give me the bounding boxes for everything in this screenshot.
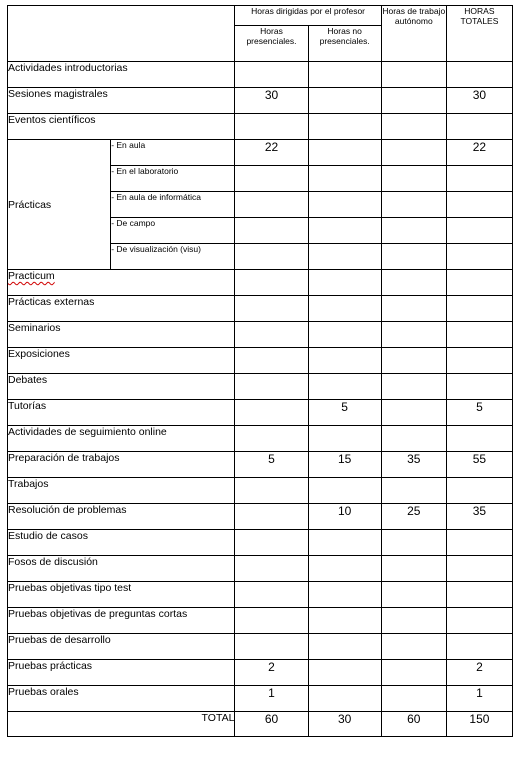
hours-total <box>446 426 512 452</box>
table-row <box>8 504 513 530</box>
hours-total <box>446 244 512 270</box>
hours-no-presenciales <box>308 660 381 686</box>
hours-total <box>446 62 512 88</box>
table-row <box>8 348 513 374</box>
hours-presenciales <box>235 400 308 426</box>
hours-no-presenciales <box>308 634 381 660</box>
hours-autonomo <box>381 218 446 244</box>
hours-total <box>446 192 512 218</box>
hours-no-presenciales <box>308 218 381 244</box>
hours-autonomo <box>381 166 446 192</box>
hours-autonomo <box>381 244 446 270</box>
hours-autonomo <box>381 140 446 166</box>
table-row <box>8 634 513 660</box>
activity-label: Estudio de casos <box>8 530 235 556</box>
header-presenciales: Horas presenciales. <box>235 26 308 62</box>
hours-autonomo <box>381 322 446 348</box>
hours-presenciales: 30 <box>235 88 308 114</box>
hours-total <box>446 322 512 348</box>
hours-no-presenciales <box>308 478 381 504</box>
hours-presenciales <box>235 426 308 452</box>
hours-total <box>446 166 512 192</box>
hours-autonomo <box>381 582 446 608</box>
hours-no-presenciales: 10 <box>308 504 381 530</box>
hours-total <box>446 218 512 244</box>
hours-presenciales <box>235 530 308 556</box>
hours-total <box>446 348 512 374</box>
hours-autonomo <box>381 634 446 660</box>
hours-autonomo <box>381 348 446 374</box>
hours-total <box>446 478 512 504</box>
activity-label: Exposiciones <box>8 348 235 374</box>
hours-presenciales <box>235 166 308 192</box>
hours-no-presenciales <box>308 686 381 712</box>
activity-label: Practicum <box>8 270 235 296</box>
activity-label: Pruebas objetivas de preguntas cortas <box>8 608 235 634</box>
hours-no-presenciales <box>308 166 381 192</box>
total-autonomo: 60 <box>381 712 446 737</box>
hours-no-presenciales <box>308 114 381 140</box>
activity-label: Tutorías <box>8 400 235 426</box>
hours-presenciales <box>235 62 308 88</box>
hours-autonomo <box>381 62 446 88</box>
hours-presenciales <box>235 348 308 374</box>
activity-label: Prácticas externas <box>8 296 235 322</box>
table-row <box>8 88 513 114</box>
activity-label: Preparación de trabajos <box>8 452 235 478</box>
table-row <box>8 478 513 504</box>
practicas-sub-label: - De visualización (visu) <box>111 244 235 270</box>
activity-label: Pruebas orales <box>8 686 235 712</box>
hours-no-presenciales <box>308 88 381 114</box>
hours-autonomo <box>381 608 446 634</box>
table-row <box>8 660 513 686</box>
hours-autonomo <box>381 296 446 322</box>
hours-autonomo <box>381 114 446 140</box>
hours-autonomo <box>381 426 446 452</box>
hours-total: 1 <box>446 686 512 712</box>
hours-total <box>446 556 512 582</box>
activity-label: Pruebas objetivas tipo test <box>8 582 235 608</box>
hours-total <box>446 270 512 296</box>
table-row <box>8 374 513 400</box>
table-row <box>8 426 513 452</box>
hours-presenciales: 1 <box>235 686 308 712</box>
table-row <box>8 62 513 88</box>
table-row <box>8 140 513 166</box>
hours-presenciales <box>235 270 308 296</box>
total-total: 150 <box>446 712 512 737</box>
header-totales: HORAS TOTALES <box>446 6 512 62</box>
hours-no-presenciales <box>308 348 381 374</box>
practicas-sub-label: - En aula <box>111 140 235 166</box>
header-autonomo: Horas de trabajo autónomo <box>381 6 446 62</box>
hours-autonomo <box>381 478 446 504</box>
hours-presenciales <box>235 218 308 244</box>
table-row <box>8 530 513 556</box>
table-row <box>8 114 513 140</box>
hours-total <box>446 582 512 608</box>
activity-label: Eventos científicos <box>8 114 235 140</box>
hours-autonomo: 35 <box>381 452 446 478</box>
activity-label: Actividades de seguimiento online <box>8 426 235 452</box>
practicas-label: Prácticas <box>8 140 111 270</box>
hours-total: 2 <box>446 660 512 686</box>
table-row <box>8 296 513 322</box>
practicas-sub-label: - En el laboratorio <box>111 166 235 192</box>
hours-no-presenciales <box>308 270 381 296</box>
total-label: TOTAL <box>8 712 235 737</box>
total-presenciales: 60 <box>235 712 308 737</box>
hours-presenciales <box>235 322 308 348</box>
hours-presenciales <box>235 192 308 218</box>
table-row <box>8 322 513 348</box>
hours-total <box>446 114 512 140</box>
table-row <box>8 582 513 608</box>
hours-no-presenciales <box>308 374 381 400</box>
activity-label: Fosos de discusión <box>8 556 235 582</box>
hours-no-presenciales <box>308 322 381 348</box>
hours-presenciales <box>235 374 308 400</box>
hours-no-presenciales <box>308 296 381 322</box>
practicas-sub-label: - En aula de informática <box>111 192 235 218</box>
hours-total: 22 <box>446 140 512 166</box>
table-row <box>8 556 513 582</box>
hours-autonomo <box>381 660 446 686</box>
hours-no-presenciales <box>308 244 381 270</box>
hours-total <box>446 374 512 400</box>
hours-presenciales <box>235 504 308 530</box>
hours-total: 35 <box>446 504 512 530</box>
table-row <box>8 400 513 426</box>
hours-presenciales <box>235 582 308 608</box>
hours-autonomo <box>381 270 446 296</box>
hours-total: 30 <box>446 88 512 114</box>
hours-autonomo <box>381 686 446 712</box>
header-corner <box>8 6 235 62</box>
hours-presenciales <box>235 556 308 582</box>
activity-label: Pruebas de desarrollo <box>8 634 235 660</box>
activity-label: Debates <box>8 374 235 400</box>
hours-total <box>446 296 512 322</box>
practicas-sub-label: - De campo <box>111 218 235 244</box>
hours-no-presenciales <box>308 192 381 218</box>
table-body <box>8 62 513 737</box>
hours-total <box>446 634 512 660</box>
hours-presenciales <box>235 114 308 140</box>
hours-presenciales: 2 <box>235 660 308 686</box>
hours-autonomo <box>381 192 446 218</box>
activity-label: Seminarios <box>8 322 235 348</box>
hours-autonomo <box>381 88 446 114</box>
table-row <box>8 452 513 478</box>
hours-presenciales <box>235 634 308 660</box>
hours-autonomo: 25 <box>381 504 446 530</box>
hours-no-presenciales <box>308 62 381 88</box>
hours-autonomo <box>381 374 446 400</box>
hours-no-presenciales: 5 <box>308 400 381 426</box>
hours-presenciales: 22 <box>235 140 308 166</box>
hours-no-presenciales <box>308 426 381 452</box>
activity-label: Pruebas prácticas <box>8 660 235 686</box>
hours-no-presenciales <box>308 608 381 634</box>
hours-no-presenciales <box>308 582 381 608</box>
total-no-presenciales: 30 <box>308 712 381 737</box>
hours-no-presenciales <box>308 530 381 556</box>
hours-table <box>7 5 513 737</box>
hours-presenciales <box>235 478 308 504</box>
hours-presenciales <box>235 244 308 270</box>
hours-total: 5 <box>446 400 512 426</box>
activity-label: Actividades introductorias <box>8 62 235 88</box>
hours-presenciales: 5 <box>235 452 308 478</box>
hours-autonomo <box>381 556 446 582</box>
hours-total <box>446 608 512 634</box>
hours-presenciales <box>235 608 308 634</box>
hours-no-presenciales: 15 <box>308 452 381 478</box>
header-group-profesor: Horas dirigidas por el profesor <box>235 6 381 26</box>
header-no-presenciales: Horas no presenciales. <box>308 26 381 62</box>
hours-total: 55 <box>446 452 512 478</box>
hours-no-presenciales <box>308 140 381 166</box>
table-row <box>8 686 513 712</box>
activity-label: Trabajos <box>8 478 235 504</box>
hours-autonomo <box>381 400 446 426</box>
hours-no-presenciales <box>308 556 381 582</box>
hours-autonomo <box>381 530 446 556</box>
total-row <box>8 712 513 737</box>
hours-total <box>446 530 512 556</box>
activity-label: Resolución de problemas <box>8 504 235 530</box>
table-row <box>8 608 513 634</box>
hours-presenciales <box>235 296 308 322</box>
table-row <box>8 270 513 296</box>
activity-label: Sesiones magistrales <box>8 88 235 114</box>
